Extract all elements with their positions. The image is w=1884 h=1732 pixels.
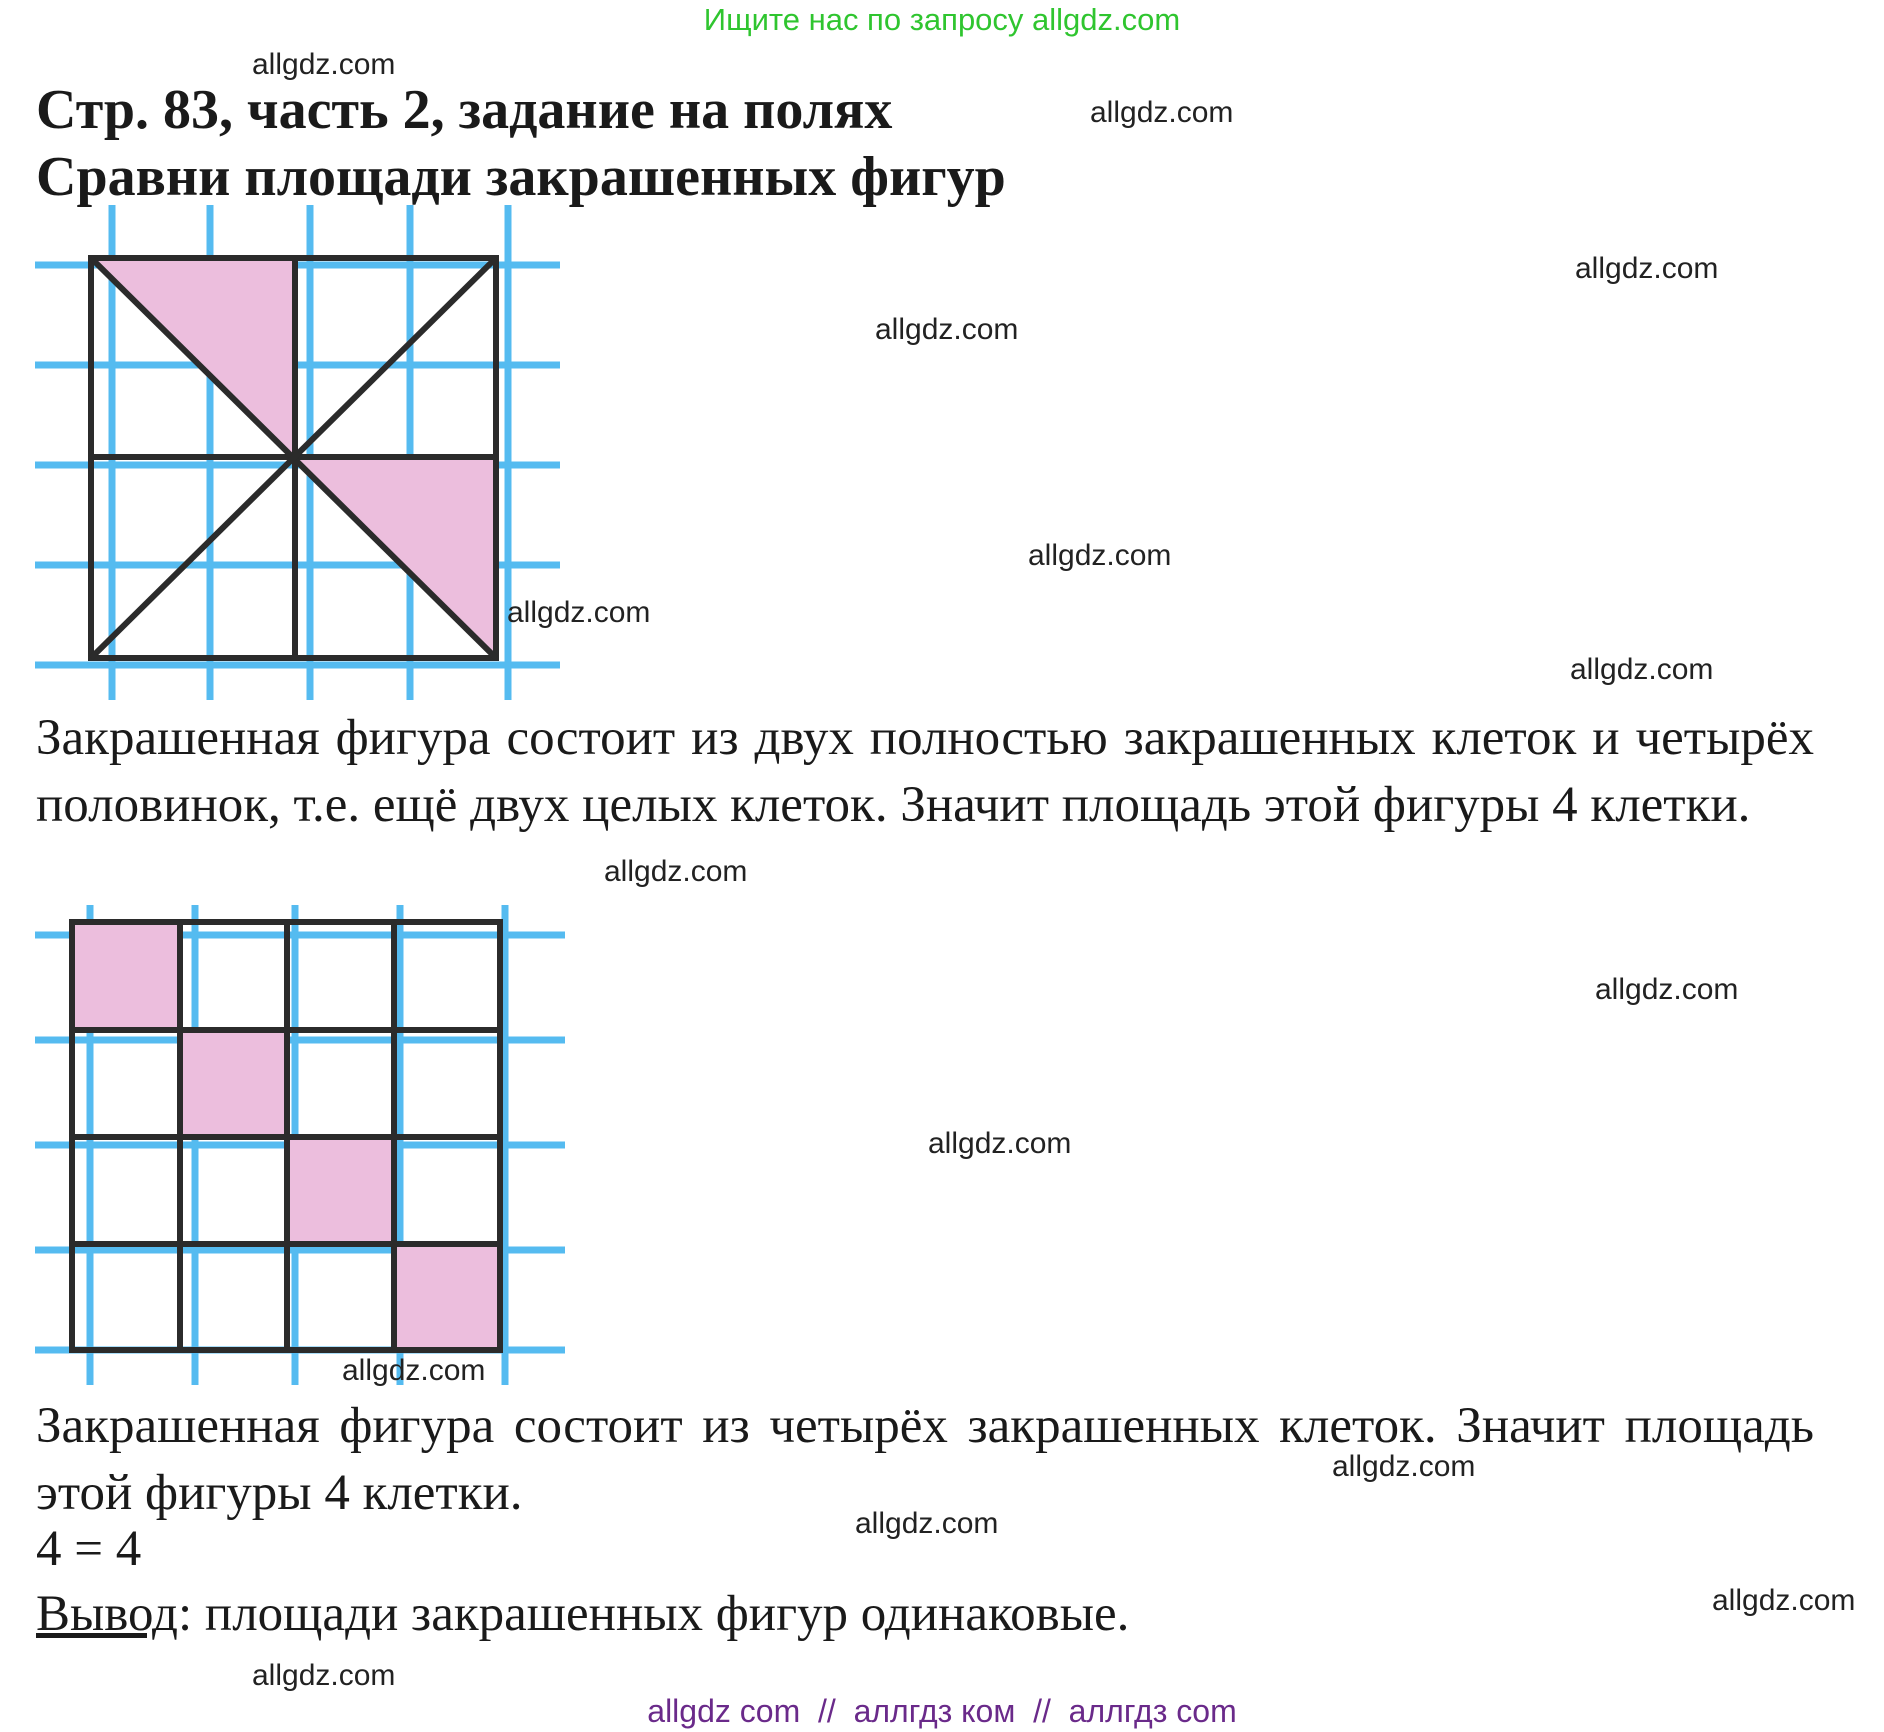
equation: 4 = 4 <box>36 1521 142 1577</box>
watermark: allgdz.com <box>1570 653 1714 686</box>
watermark: allgdz.com <box>252 1659 396 1692</box>
watermark: allgdz.com <box>342 1354 486 1387</box>
watermark: allgdz.com <box>1028 539 1172 572</box>
watermark: allgdz.com <box>1575 252 1719 285</box>
figure-1-description: Закрашенная фигура состоит из двух полностью закрашенных клеток и четырёх половинок, т.е. ещё двух целых клеток. Значит площадь этой фигуры 4 клетки. <box>36 710 1814 833</box>
figure-2-description: Закрашенная фигура состоит из четырёх закрашенных клеток. Значит площадь этой фигуры 4 клетки. <box>36 1398 1814 1521</box>
figure-2-shaded-cell-1 <box>72 922 180 1030</box>
conclusion <box>36 1585 1129 1643</box>
watermark: allgdz.com <box>875 313 1019 346</box>
watermark: allgdz.com <box>604 855 748 888</box>
watermark: allgdz.com <box>1595 973 1739 1006</box>
watermark: allgdz.com <box>1712 1584 1856 1617</box>
watermark: allgdz.com <box>855 1507 999 1540</box>
figure-2-shaded-cell-3 <box>287 1137 394 1244</box>
footer-links: allgdz com // аллгдз ком // аллгдз com <box>647 1693 1237 1729</box>
watermark: allgdz.com <box>1332 1450 1476 1483</box>
heading-task: Сравни площади закрашенных фигур <box>36 146 1006 208</box>
watermark: allgdz.com <box>1090 96 1234 129</box>
figure-2-shaded-cell-2 <box>180 1030 287 1137</box>
watermark: allgdz.com <box>928 1127 1072 1160</box>
conclusion-label: Вывод <box>36 1586 178 1642</box>
top-banner: Ищите нас по запросу allgdz.com <box>703 2 1181 37</box>
watermark: allgdz.com <box>252 48 396 81</box>
conclusion-text: : площади закрашенных фигур одинаковые. <box>178 1586 1130 1642</box>
watermark: allgdz.com <box>507 596 651 629</box>
heading-title: Стр. 83, часть 2, задание на полях <box>36 79 893 141</box>
figure-2-shaded-cell-4 <box>394 1244 500 1350</box>
